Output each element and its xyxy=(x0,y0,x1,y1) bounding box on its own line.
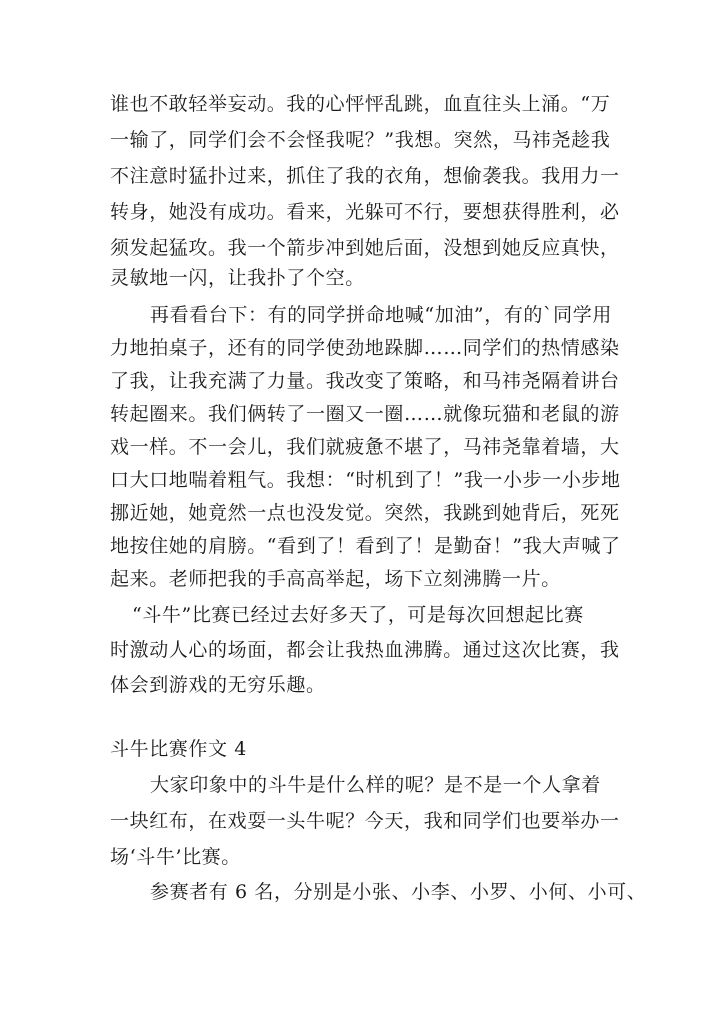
text-line: 须发起猛攻。我一个箭步冲到她后面，没想到她反应真快， xyxy=(110,237,620,259)
text-line: 体会到游戏的无穷乐趣。 xyxy=(110,674,326,696)
text-line: 挪近她，她竟然一点也没发觉。突然，我跳到她背后，死死 xyxy=(110,502,620,524)
text-line: 转身，她没有成功。看来，光躲可不行，要想获得胜利，必 xyxy=(110,201,620,223)
text-line: 时激动人心的场面，都会让我热血沸腾。通过这次比赛，我 xyxy=(110,639,620,661)
text-line: 转起圈来。我们俩转了一圈又一圈……就像玩猫和老鼠的游 xyxy=(110,403,620,425)
text-line: “斗牛”比赛已经过去好多天了，可是每次回想起比赛 xyxy=(132,604,584,626)
text-line: 一块红布，在戏耍一头牛呢？今天，我和同学们也要举办一 xyxy=(110,810,620,832)
text-line: 地按住她的肩膀。“看到了！看到了！是勤奋！”我大声喊了 xyxy=(110,535,621,557)
text-line: 参赛者有 6 名，分别是小张、小李、小罗、小何、小可、 xyxy=(150,881,647,903)
text-line: 一输了，同学们会不会怪我呢？”我想。突然，马祎尧趁我 xyxy=(110,129,611,151)
text-line: 力地拍桌子，还有的同学使劲地跺脚……同学们的热情感染 xyxy=(110,337,620,359)
text-line: 了我，让我充满了力量。我改变了策略，和马祎尧隔着讲台 xyxy=(110,370,620,392)
text-line: 不注意时猛扑过来，抓住了我的衣角，想偷袭我。我用力一 xyxy=(110,165,620,187)
text-line: 戏一样。不一会儿，我们就疲惫不堪了，马祎尧靠着墙，大 xyxy=(110,436,620,458)
text-line: 谁也不敢轻举妄动。我的心怦怦乱跳，血直往头上涌。“万 xyxy=(110,93,611,115)
section-title: 斗牛比赛作文 4 xyxy=(110,738,247,760)
text-line: 再看看台下：有的同学拼命地喊“加油”，有的`同学用 xyxy=(150,304,612,326)
text-line: 起来。老师把我的手高高举起，场下立刻沸腾一片。 xyxy=(110,568,561,590)
text-line: 场‘斗牛’比赛。 xyxy=(110,846,241,868)
text-line: 大家印象中的斗牛是什么样的呢？是不是一个人拿着 xyxy=(150,774,601,796)
text-line: 灵敏地一闪，让我扑了个空。 xyxy=(110,267,365,289)
text-line: 口大口地喘着粗气。我想：“时机到了！”我一小步一小步地 xyxy=(110,469,621,491)
